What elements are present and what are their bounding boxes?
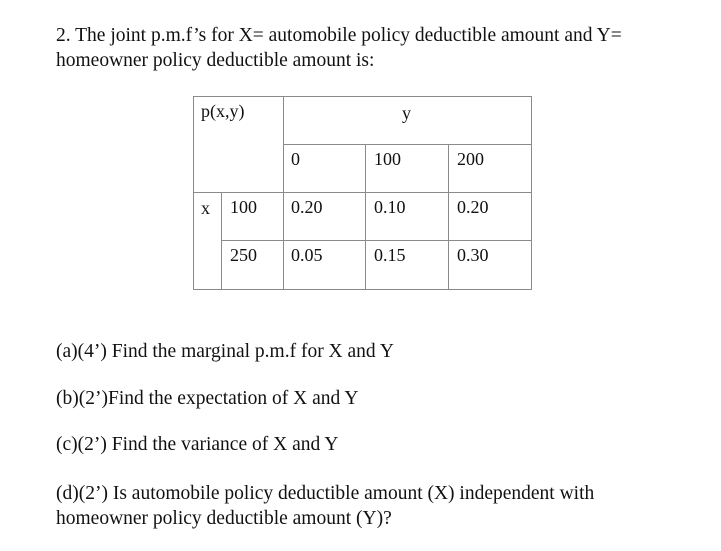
question-d-line-1: (d)(2’) Is automobile policy deductible amount (X) independent with [56, 483, 595, 504]
x-value-cell: 100 [230, 197, 257, 217]
table-border-bottom [193, 289, 532, 290]
x-axis-label: x [201, 198, 210, 218]
probability-cell: 0.05 [291, 245, 323, 265]
table-header-divider [283, 144, 532, 145]
probability-cell: 0.10 [374, 197, 406, 217]
y-value-header: 200 [457, 149, 484, 169]
question-a: (a)(4’) Find the marginal p.m.f for X and Y [56, 341, 394, 362]
table-body-top [193, 192, 532, 193]
corner-label: p(x,y) [201, 101, 245, 121]
table-col-divider-3 [448, 144, 449, 290]
probability-cell: 0.20 [291, 197, 323, 217]
table-border-right [531, 96, 532, 290]
probability-cell: 0.20 [457, 197, 489, 217]
table-col-divider-1 [283, 96, 284, 290]
problem-intro-line-1: 2. The joint p.m.f’s for X= automobile policy deductible amount and Y= [56, 25, 622, 46]
y-axis-label: y [402, 103, 411, 123]
question-d-line-2: homeowner policy deductible amount (Y)? [56, 508, 392, 529]
problem-intro-line-2: homeowner policy deductible amount is: [56, 50, 375, 71]
table-border-left [193, 96, 194, 290]
table-row-divider [221, 240, 532, 241]
probability-cell: 0.15 [374, 245, 406, 265]
probability-cell: 0.30 [457, 245, 489, 265]
question-c: (c)(2’) Find the variance of X and Y [56, 434, 339, 455]
question-b: (b)(2’)Find the expectation of X and Y [56, 388, 359, 409]
y-value-header: 100 [374, 149, 401, 169]
x-value-cell: 250 [230, 245, 257, 265]
y-value-header: 0 [291, 149, 300, 169]
table-xvalue-divider [221, 192, 222, 290]
table-border-top [193, 96, 532, 97]
table-col-divider-2 [365, 144, 366, 290]
